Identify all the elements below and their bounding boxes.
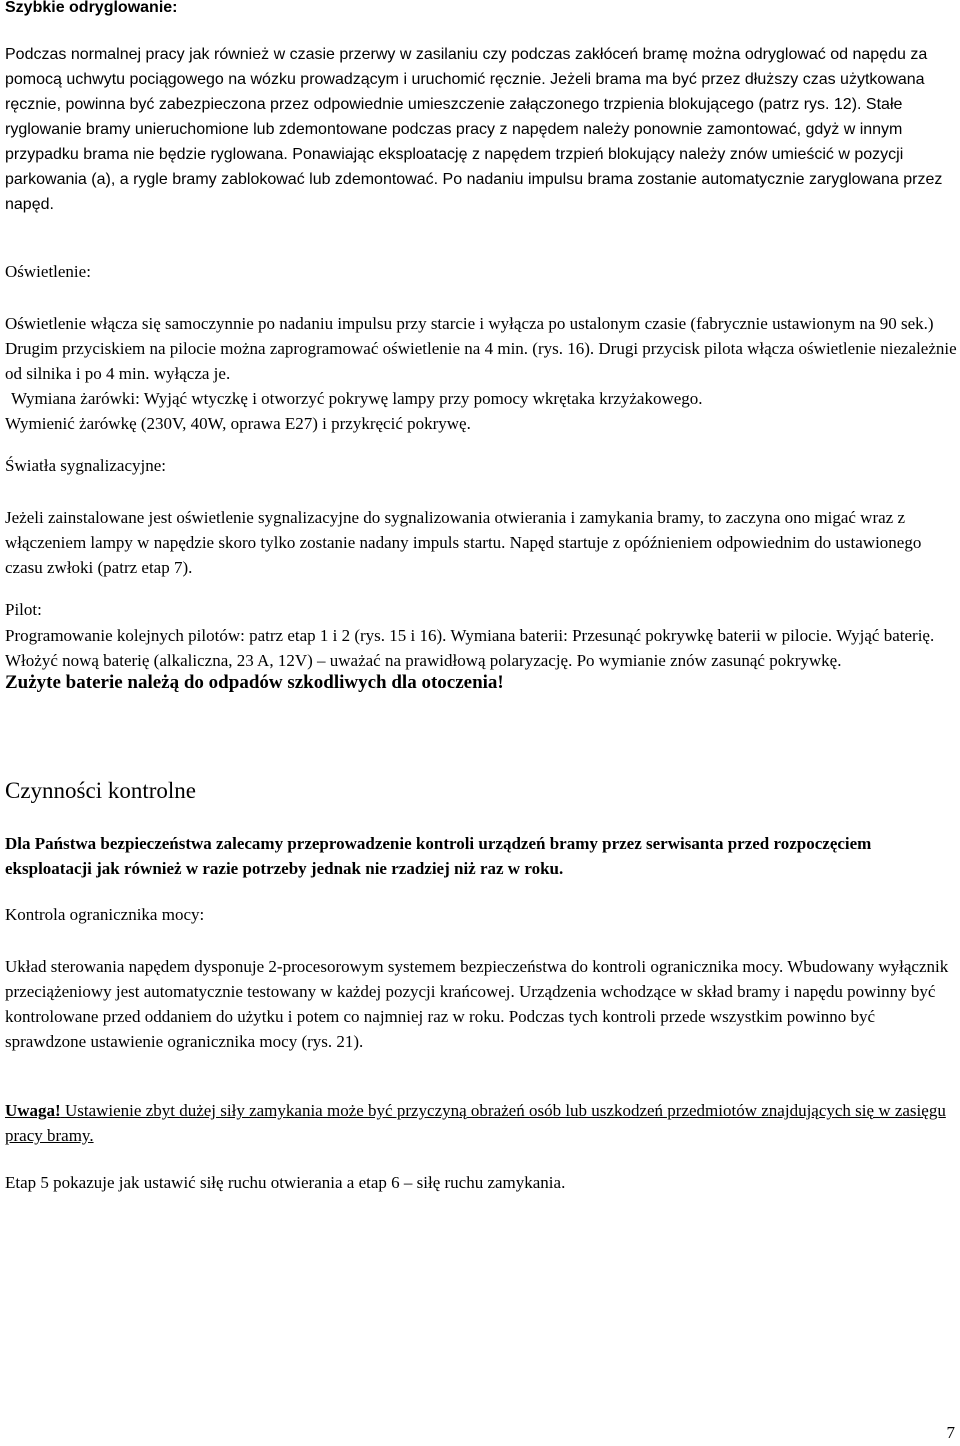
uwaga-label: Uwaga!	[5, 1101, 61, 1120]
uwaga-text: Ustawienie zbyt dużej siły zamykania może być przyczyną obrażeń osób lub uszkodzeń przedmiotów znajdujących się w zasięgu pracy bramy.	[5, 1101, 946, 1145]
page-number: 7	[946, 1423, 955, 1442]
heading-szybkie-odryglowanie: Szybkie odryglowanie:	[5, 0, 178, 16]
paragraph-kontrola-ogranicznika: Układ sterowania napędem dysponuje 2-procesorowym systemem bezpieczeństwa do kontroli ogranicznika mocy. Wbudowany wyłącznik przeciążeniowy jest automatycznie testowany w każdej pozycji krańcowej. Urządzenia wchodzące w skład bramy i napędu powinny być kontrolowane przed oddaniem do użytku i potem co najmniej raz w roku. Podczas tych kontroli przede wszystkim powinno być sprawdzone ustawienie ogranicznika mocy (rys. 21).	[5, 957, 949, 1051]
heading-oswietlenie: Oświetlenie:	[5, 262, 91, 281]
heading-czynnosci-kontrolne: Czynności kontrolne	[5, 778, 196, 803]
oswietlenie-para3: Wymienić żarówkę (230V, 40W, oprawa E27) i przykręcić pokrywę.	[5, 414, 471, 433]
oswietlenie-para1: Oświetlenie włącza się samoczynnie po nadaniu impulsu przy starcie i wyłącza po ustalonym czasie (fabrycznie ustawionym na 90 sek.) Drugim przyciskiem na pilocie można zaprogramować oświetlenie na 4 min. (rys. 16). Drugi przycisk pilota włącza oświetlenie niezależnie od silnika i po 4 min. wyłącza je.	[5, 314, 957, 383]
paragraph-etap: Etap 5 pokazuje jak ustawić siłę ruchu otwierania a etap 6 – siłę ruchu zamykania.	[5, 1173, 566, 1192]
szybkie-para3: Po nadaniu impulsu brama zostanie automatycznie zaryglowana przez napęd.	[5, 171, 943, 213]
paragraph-pilot: Programowanie kolejnych pilotów: patrz etap 1 i 2 (rys. 15 i 16). Wymiana baterii: Przesunąć pokrywkę baterii w pilocie. Wyjąć baterię. Włożyć nową baterię (alkaliczna, 23 A, 12V) – uważać na prawidłową polaryzację. Po wymianie znów zasunąć pokrywkę.	[5, 626, 935, 670]
szybkie-para2: Jeżeli brama ma być przez dłuższy czas użytkowana ręcznie, powinna być zabezpieczona przez odpowiednie umieszczenie załączonego trzpienia blokującego (patrz rys. 12). Stałe ryglowanie bramy unieruchomione lub zdemontowane podczas pracy z napędem należy ponownie zamontować, gdyż w innym przypadku brama nie będzie ryglowana. Ponawiając eksploatację z napędem trzpień blokujący należy znów umieścić w pozycji parkowania (a), a rygle bramy zablokować lub zdemontować.	[5, 71, 925, 188]
paragraph-czynnosci-kontrolne: Dla Państwa bezpieczeństwa zalecamy przeprowadzenie kontroli urządzeń bramy przez serwisanta przed rozpoczęciem eksploatacji jak również w razie potrzeby jednak nie rzadziej niż raz w roku.	[5, 834, 872, 878]
paragraph-swiatla-sygnalizacyjne: Jeżeli zainstalowane jest oświetlenie sygnalizacyjne do sygnalizowania otwierania i zamykania bramy, to zaczyna ono migać wraz z włączeniem lampy w napędzie skoro tylko zostanie nadany impuls startu. Napęd startuje z opóźnieniem odpowiednim do ustawionego czasu zwłoki (patrz etap 7).	[5, 508, 922, 577]
paragraph-oswietlenie	[5, 311, 958, 436]
paragraph-szybkie-odryglowanie	[5, 42, 958, 217]
battery-warning: Zużyte baterie należą do odpadów szkodliwych dla otoczenia!	[5, 672, 504, 693]
szybkie-para1: Podczas normalnej pracy jak również w czasie przerwy w zasilaniu czy podczas zakłóceń bramę można odryglować od napędu za pomocą uchwytu pociągowego na wózku prowadzącym i uruchomić ręcznie.	[5, 46, 928, 88]
heading-swiatla-sygnalizacyjne: Światła sygnalizacyjne:	[5, 456, 166, 475]
heading-pilot: Pilot:	[5, 600, 42, 619]
uwaga-notice	[5, 1098, 958, 1148]
oswietlenie-para2: Wymiana żarówki: Wyjąć wtyczkę i otworzyć pokrywę lampy przy pomocy wkrętaka krzyżakowego.	[11, 389, 703, 408]
heading-kontrola-ogranicznika: Kontrola ogranicznika mocy:	[5, 905, 205, 924]
